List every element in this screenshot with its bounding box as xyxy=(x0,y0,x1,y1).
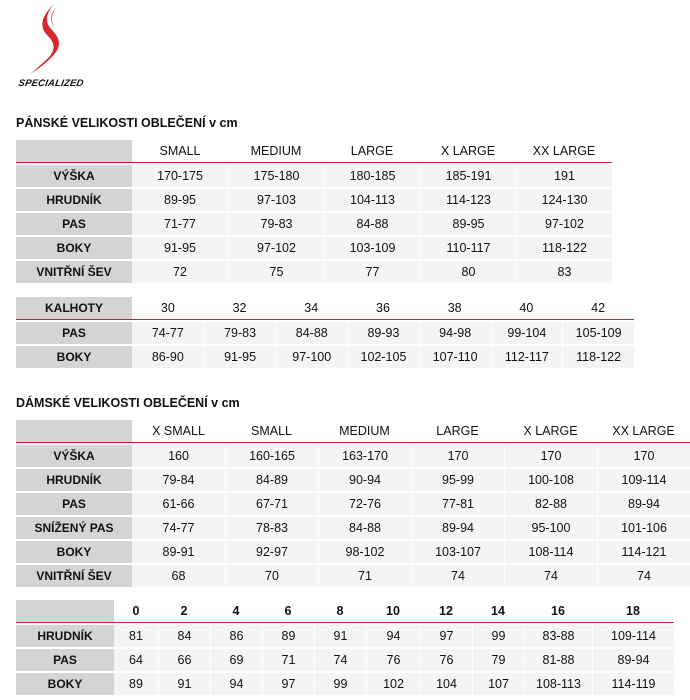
table-cell: 89 xyxy=(114,671,158,695)
table-cell: 107-110 xyxy=(419,344,491,368)
table-cell: 97-102 xyxy=(516,211,612,235)
table-cell: 160 xyxy=(132,443,225,467)
table-cell: 160-165 xyxy=(225,443,318,467)
table-cell: 67-71 xyxy=(225,491,318,515)
column-header: 10 xyxy=(366,600,420,623)
table-cell: 66 xyxy=(158,647,210,671)
table-cell: 86-90 xyxy=(132,344,204,368)
table-cell: 97 xyxy=(420,623,472,647)
table-row xyxy=(16,320,634,344)
table-cell: 118-122 xyxy=(516,235,612,259)
table-cell: 89-95 xyxy=(420,211,516,235)
table-cell: 77 xyxy=(324,259,420,283)
table-cell: 81-88 xyxy=(524,647,592,671)
column-header: 4 xyxy=(210,600,262,623)
column-header: X LARGE xyxy=(504,420,597,443)
table-cell: 114-123 xyxy=(420,187,516,211)
table-cell: 71 xyxy=(318,563,411,587)
table-cell: 74-77 xyxy=(132,515,225,539)
table-cell: 114-121 xyxy=(597,539,690,563)
table-cell: 72 xyxy=(132,259,228,283)
table-cell: 74 xyxy=(411,563,504,587)
table-cell: 81 xyxy=(114,623,158,647)
column-header: 16 xyxy=(524,600,592,623)
men-size-table xyxy=(16,140,612,283)
table-cell: 83-88 xyxy=(524,623,592,647)
table-cell: 69 xyxy=(210,647,262,671)
trousers-size-table xyxy=(16,297,634,368)
table-cell: 89-91 xyxy=(132,539,225,563)
column-header: XX LARGE xyxy=(516,140,612,163)
table-row xyxy=(16,647,674,671)
table-cell: 97-102 xyxy=(228,235,324,259)
women-section-title: DÁMSKÉ VELIKOSTI OBLEČENÍ v cm xyxy=(16,396,240,410)
specialized-logo xyxy=(12,2,92,94)
column-header: 38 xyxy=(419,297,491,320)
table-cell: 91 xyxy=(158,671,210,695)
table-cell: 185-191 xyxy=(420,163,516,187)
table-cell: 79-83 xyxy=(228,211,324,235)
table-row xyxy=(16,211,612,235)
table-cell: 89-94 xyxy=(592,647,674,671)
table-cell: 84 xyxy=(158,623,210,647)
table-cell: 109-114 xyxy=(592,623,674,647)
table-row xyxy=(16,235,612,259)
table-cell: 95-100 xyxy=(504,515,597,539)
table-row xyxy=(16,163,612,187)
table-cell: 100-108 xyxy=(504,467,597,491)
table-cell: 79 xyxy=(472,647,524,671)
table-cell: 84-88 xyxy=(275,320,347,344)
table-cell: 76 xyxy=(420,647,472,671)
table-cell: 89-94 xyxy=(411,515,504,539)
table-cell: 114-119 xyxy=(592,671,674,695)
table-cell: 98-102 xyxy=(318,539,411,563)
row-label: VÝŠKA xyxy=(16,163,132,187)
table-cell: 64 xyxy=(114,647,158,671)
table-cell: 84-88 xyxy=(324,211,420,235)
row-label: BOKY xyxy=(16,235,132,259)
table-cell: 109-114 xyxy=(597,467,690,491)
table-cell: 170-175 xyxy=(132,163,228,187)
table-cell: 104 xyxy=(420,671,472,695)
table-cell: 97-103 xyxy=(228,187,324,211)
row-label: VNITŘNÍ ŠEV xyxy=(16,259,132,283)
column-header: 8 xyxy=(314,600,366,623)
table-cell: 108-113 xyxy=(524,671,592,695)
table-corner xyxy=(16,420,132,443)
table-cell: 82-88 xyxy=(504,491,597,515)
column-header: X LARGE xyxy=(420,140,516,163)
table-cell: 91 xyxy=(314,623,366,647)
table-row xyxy=(16,671,674,695)
table-cell: 91-95 xyxy=(132,235,228,259)
table-row xyxy=(16,467,690,491)
table-cell: 89 xyxy=(262,623,314,647)
table-cell: 180-185 xyxy=(324,163,420,187)
column-header: 34 xyxy=(275,297,347,320)
column-header: SMALL xyxy=(132,140,228,163)
women-size-table xyxy=(16,420,690,587)
table-cell: 70 xyxy=(225,563,318,587)
table-cell: 170 xyxy=(597,443,690,467)
table-cell: 103-109 xyxy=(324,235,420,259)
table-cell: 61-66 xyxy=(132,491,225,515)
table-cell: 89-95 xyxy=(132,187,228,211)
column-header: 18 xyxy=(592,600,674,623)
table-cell: 99 xyxy=(314,671,366,695)
row-label: PAS xyxy=(16,647,114,671)
row-label: PAS xyxy=(16,211,132,235)
table-cell: 74 xyxy=(504,563,597,587)
row-label: VNITŘNÍ ŠEV xyxy=(16,563,132,587)
table-cell: 75 xyxy=(228,259,324,283)
table-cell: 76 xyxy=(366,647,420,671)
table-row xyxy=(16,187,612,211)
table-cell: 90-94 xyxy=(318,467,411,491)
column-header: MEDIUM xyxy=(228,140,324,163)
table-cell: 97 xyxy=(262,671,314,695)
row-label: BOKY xyxy=(16,539,132,563)
table-cell: 84-89 xyxy=(225,467,318,491)
row-label: BOKY xyxy=(16,671,114,695)
table-corner xyxy=(16,600,114,623)
women-numeric-size-table xyxy=(16,600,674,695)
column-header: XX LARGE xyxy=(597,420,690,443)
row-label: PAS xyxy=(16,491,132,515)
column-header: MEDIUM xyxy=(318,420,411,443)
column-header: LARGE xyxy=(411,420,504,443)
table-cell: 71-77 xyxy=(132,211,228,235)
table-cell: 94 xyxy=(366,623,420,647)
men-section-title: PÁNSKÉ VELIKOSTI OBLEČENÍ v cm xyxy=(16,116,238,130)
table-cell: 175-180 xyxy=(228,163,324,187)
table-cell: 102-105 xyxy=(347,344,419,368)
row-label: HRUDNÍK xyxy=(16,187,132,211)
row-label: PAS xyxy=(16,320,132,344)
row-label: BOKY xyxy=(16,344,132,368)
table-cell: 78-83 xyxy=(225,515,318,539)
column-header: 2 xyxy=(158,600,210,623)
table-cell: 99-104 xyxy=(491,320,563,344)
table-cell: 74 xyxy=(597,563,690,587)
table-row xyxy=(16,259,612,283)
column-header: LARGE xyxy=(324,140,420,163)
column-header: 30 xyxy=(132,297,204,320)
table-row xyxy=(16,443,690,467)
table-cell: 89-93 xyxy=(347,320,419,344)
table-cell: 86 xyxy=(210,623,262,647)
table-cell: 101-106 xyxy=(597,515,690,539)
table-row xyxy=(16,491,690,515)
table-cell: 72-76 xyxy=(318,491,411,515)
table-cell: 68 xyxy=(132,563,225,587)
table-cell: 80 xyxy=(420,259,516,283)
column-header: 6 xyxy=(262,600,314,623)
trousers-label: KALHOTY xyxy=(16,297,132,320)
table-cell: 79-83 xyxy=(204,320,276,344)
table-cell: 118-122 xyxy=(562,344,634,368)
table-cell: 94 xyxy=(210,671,262,695)
table-cell: 91-95 xyxy=(204,344,276,368)
column-header: 14 xyxy=(472,600,524,623)
table-cell: 170 xyxy=(411,443,504,467)
table-row xyxy=(16,623,674,647)
table-cell: 102 xyxy=(366,671,420,695)
table-cell: 71 xyxy=(262,647,314,671)
table-cell: 191 xyxy=(516,163,612,187)
specialized-s-mark-icon xyxy=(26,2,70,76)
table-row xyxy=(16,515,690,539)
table-row xyxy=(16,539,690,563)
table-cell: 112-117 xyxy=(491,344,563,368)
table-cell: 108-114 xyxy=(504,539,597,563)
table-cell: 77-81 xyxy=(411,491,504,515)
column-header: 42 xyxy=(562,297,634,320)
table-cell: 79-84 xyxy=(132,467,225,491)
table-cell: 97-100 xyxy=(275,344,347,368)
table-cell: 104-113 xyxy=(324,187,420,211)
table-cell: 94-98 xyxy=(419,320,491,344)
column-header: 36 xyxy=(347,297,419,320)
column-header: 12 xyxy=(420,600,472,623)
table-cell: 99 xyxy=(472,623,524,647)
row-label: HRUDNÍK xyxy=(16,623,114,647)
table-cell: 110-117 xyxy=(420,235,516,259)
table-cell: 163-170 xyxy=(318,443,411,467)
table-cell: 170 xyxy=(504,443,597,467)
table-cell: 103-107 xyxy=(411,539,504,563)
table-cell: 74-77 xyxy=(132,320,204,344)
table-cell: 105-109 xyxy=(562,320,634,344)
column-header: 32 xyxy=(204,297,276,320)
column-header: SMALL xyxy=(225,420,318,443)
table-cell: 95-99 xyxy=(411,467,504,491)
logo-wordmark: SPECIALIZED xyxy=(17,78,85,89)
table-cell: 89-94 xyxy=(597,491,690,515)
table-row xyxy=(16,344,634,368)
row-label: HRUDNÍK xyxy=(16,467,132,491)
column-header: X SMALL xyxy=(132,420,225,443)
table-cell: 84-88 xyxy=(318,515,411,539)
table-row xyxy=(16,563,690,587)
table-cell: 74 xyxy=(314,647,366,671)
table-cell: 92-97 xyxy=(225,539,318,563)
column-header: 0 xyxy=(114,600,158,623)
table-cell: 107 xyxy=(472,671,524,695)
table-cell: 83 xyxy=(516,259,612,283)
column-header: 40 xyxy=(491,297,563,320)
table-corner xyxy=(16,140,132,163)
table-cell: 124-130 xyxy=(516,187,612,211)
row-label: SNÍŽENÝ PAS xyxy=(16,515,132,539)
row-label: VÝŠKA xyxy=(16,443,132,467)
